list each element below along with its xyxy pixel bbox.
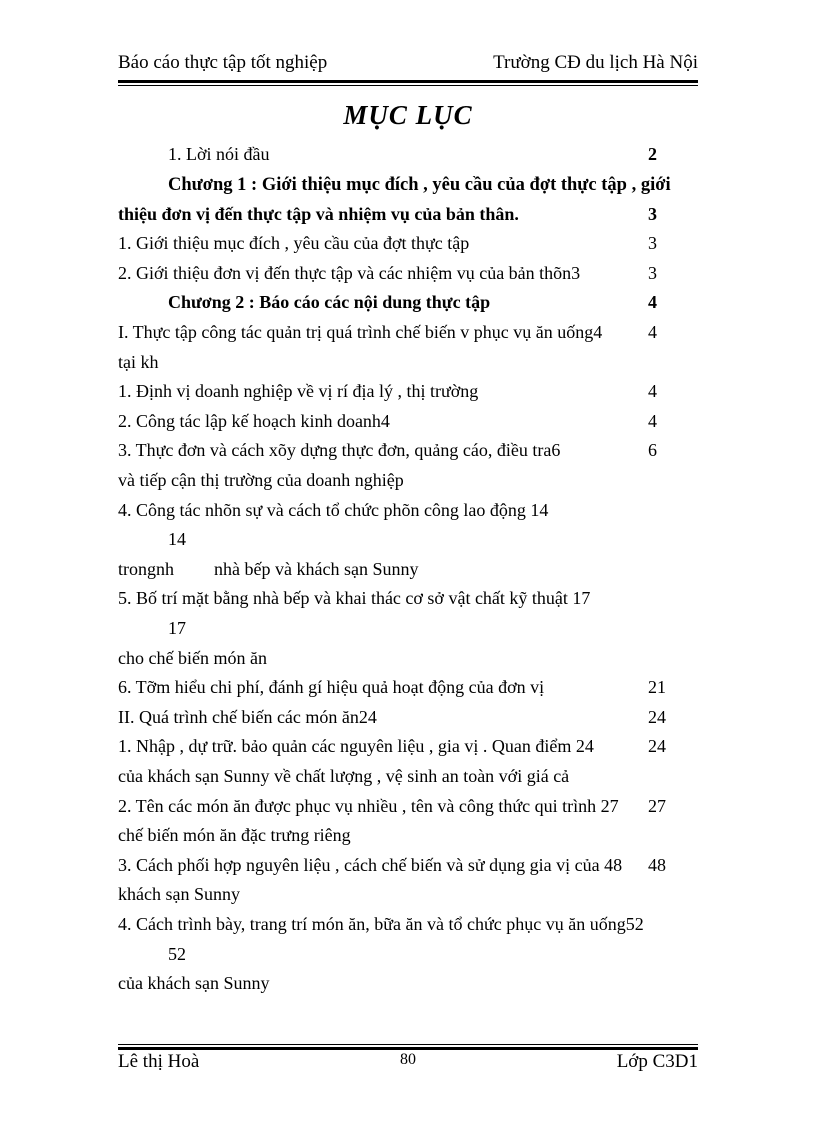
toc-entry-continuation: chế biến món ăn đặc trưng riêng — [118, 825, 351, 845]
toc-entry-continuation: trongnh — [118, 559, 174, 579]
toc-entry-continuation: nhà bếp và khách sạn Sunny — [214, 559, 419, 579]
toc-entry-page: 3 — [648, 233, 657, 253]
toc-entry-page: 3 — [648, 204, 657, 224]
toc-entry-page: 2 — [648, 144, 657, 164]
toc-entry-continuation: cho chế biến món ăn — [118, 648, 267, 668]
toc-entry-page: 4 — [648, 292, 657, 312]
header-right-text: Trường CĐ du lịch Hà Nội — [493, 52, 698, 73]
toc-entry-text: 2. Công tác lập kế hoạch kinh doanh4 — [118, 411, 390, 431]
toc-entry-page: 48 — [648, 855, 666, 875]
toc-entry-page: 52 — [168, 944, 186, 964]
toc-entry-text: 5. Bố trí mặt bằng nhà bếp và khai thác cơ sở vật chất kỹ thuật 17 — [118, 588, 591, 608]
footer-class: Lớp C3D1 — [616, 1051, 698, 1072]
toc-chapter-heading: thiệu đơn vị đến thực tập và nhiệm vụ của bản thân. — [118, 204, 519, 224]
toc-entry-page: 17 — [168, 618, 186, 638]
toc-entry-text: 4. Cách trình bày, trang trí món ăn, bữa ăn và tổ chức phục vụ ăn uống52 — [118, 914, 644, 934]
toc-entry-page: 3 — [648, 263, 657, 283]
toc-entry-text: 4. Công tác nhõn sự và cách tổ chức phõn công lao động 14 — [118, 500, 549, 520]
toc-entry-page: 14 — [168, 529, 186, 549]
toc-entry-continuation: và tiếp cận thị trường của doanh nghiệp — [118, 470, 404, 490]
toc-entry-continuation: tại kh — [118, 352, 159, 372]
toc-entry-text: 3. Cách phối hợp nguyên liệu , cách chế biến và sử dụng gia vị của 48 — [118, 855, 623, 875]
toc-entry-text: 1. Giới thiệu mục đích , yêu cầu của đợt thực tập — [118, 233, 470, 253]
toc-entry-page: 4 — [648, 411, 657, 431]
header-left-text: Báo cáo thực tập tốt nghiệp — [118, 52, 328, 73]
toc-entry-continuation: của khách sạn Sunny — [118, 973, 270, 993]
toc-entry-text: II. Quá trình chế biến các món ăn24 — [118, 707, 377, 727]
toc-entry-text: 2. Giới thiệu đơn vị đến thực tập và các nhiệm vụ của bản thõn3 — [118, 263, 581, 283]
footer-author: Lê thị Hoà — [118, 1051, 200, 1072]
toc-entry-page: 24 — [648, 736, 666, 756]
page-number: 80 — [400, 1051, 416, 1068]
header-divider — [118, 80, 698, 86]
toc-entry-text: 3. Thực đơn và cách xõy dựng thực đơn, quảng cáo, điều tra6 — [118, 440, 561, 460]
page-title: MỤC LỤC — [343, 100, 473, 130]
toc-entry-text: 1. Lời nói đầu — [168, 144, 270, 164]
toc-entry-page: 4 — [648, 322, 657, 342]
footer-divider — [118, 1044, 698, 1050]
toc-entry-page: 27 — [648, 796, 666, 816]
toc-entry-page: 21 — [648, 677, 666, 697]
toc-entry-continuation: khách sạn Sunny — [118, 884, 240, 904]
toc-entry-page: 4 — [648, 381, 657, 401]
toc-entry-text: I. Thực tập công tác quản trị quá trình chế biến v phục vụ ăn uống4 — [118, 322, 603, 342]
toc-entry-continuation: của khách sạn Sunny về chất lượng , vệ sinh an toàn với giá cả — [118, 766, 570, 786]
page-footer — [118, 1051, 698, 1077]
page-header — [118, 52, 698, 78]
toc-entry-text: 2. Tên các món ăn được phục vụ nhiều , tên và công thức qui trình 27 — [118, 796, 619, 816]
toc-entry-text: 1. Định vị doanh nghiệp về vị rí địa lý , thị trường — [118, 381, 479, 401]
toc-entry-page: 6 — [648, 440, 657, 460]
toc-chapter-heading: Chương 1 : Giới thiệu mục đích , yêu cầu của đợt thực tập , giới — [168, 175, 671, 195]
toc-chapter-heading: Chương 2 : Báo cáo các nội dung thực tập — [168, 292, 491, 312]
toc-entry-text: 1. Nhập , dự trữ. bảo quản các nguyên liệu , gia vị . Quan điểm 24 — [118, 736, 594, 756]
toc-entry-page: 24 — [648, 707, 666, 727]
toc-entry-text: 6. Tỡm hiểu chi phí, đánh gí hiệu quả hoạt động của đơn vị — [118, 677, 545, 697]
